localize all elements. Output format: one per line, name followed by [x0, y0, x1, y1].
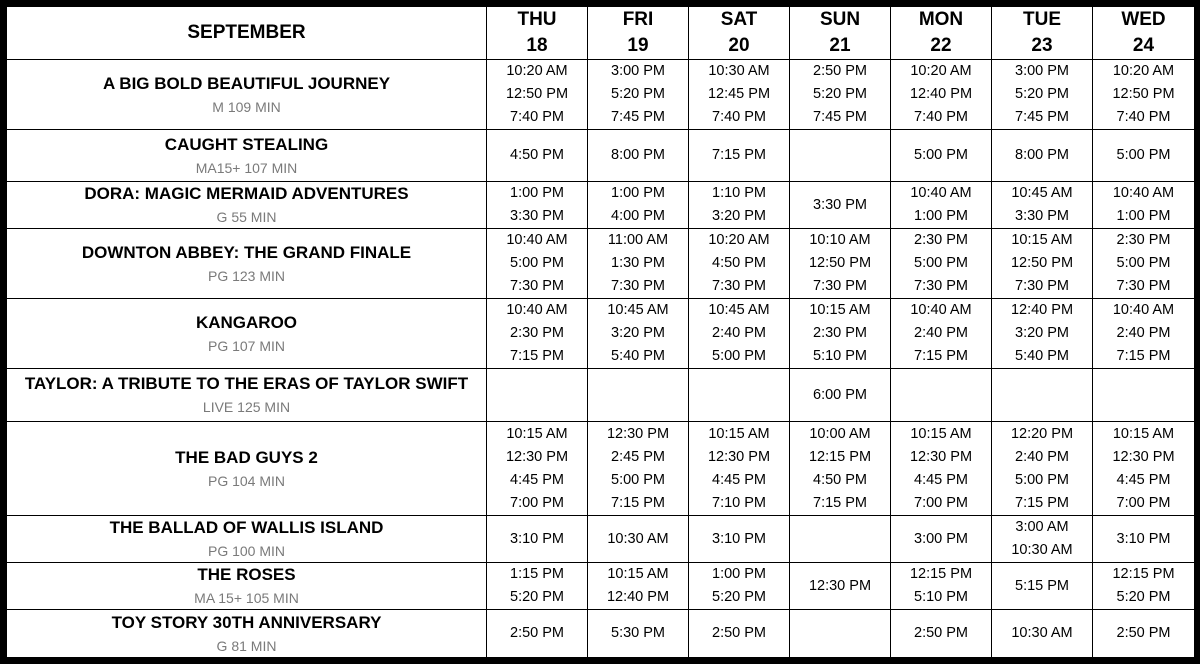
- session-time[interactable]: 1:00 PM: [611, 185, 665, 201]
- session-time[interactable]: 7:15 PM: [712, 147, 766, 163]
- day-date: 20: [728, 35, 750, 56]
- film-title: THE BAD GUYS 2: [175, 447, 318, 467]
- session-time[interactable]: 2:30 PM: [510, 325, 564, 341]
- session-time[interactable]: 10:15 AM: [708, 425, 770, 442]
- session-time[interactable]: 7:00 PM: [914, 494, 968, 511]
- session-cell-thu: [487, 369, 588, 422]
- session-time[interactable]: 12:15 PM: [808, 448, 872, 465]
- session-cell-mon: [891, 60, 992, 130]
- day-date: 21: [829, 35, 851, 56]
- day-date: 18: [526, 35, 548, 56]
- session-time[interactable]: 4:45 PM: [1116, 471, 1171, 488]
- session-time[interactable]: 5:10 PM: [813, 348, 867, 364]
- session-cell-sat: [689, 369, 790, 422]
- session-cell-wed: [1093, 182, 1195, 229]
- session-time[interactable]: 3:00 AM: [1015, 519, 1069, 535]
- session-time[interactable]: 4:00 PM: [611, 208, 665, 224]
- day-header-tue: [992, 7, 1093, 60]
- day-header-mon: [891, 7, 992, 60]
- day-date: 24: [1132, 35, 1155, 56]
- session-cell-tue: [992, 229, 1093, 299]
- session-cell-fri: [588, 182, 689, 229]
- film-info-cell: [7, 182, 487, 229]
- day-of-week: WED: [1121, 9, 1166, 30]
- session-time[interactable]: 10:30 AM: [1011, 542, 1073, 558]
- session-time[interactable]: 5:00 PM: [712, 348, 766, 364]
- session-cell-sun: [790, 60, 891, 130]
- film-rating-runtime: PG 104 MIN: [207, 472, 286, 489]
- session-cell-tue: [992, 60, 1093, 130]
- session-time[interactable]: 7:15 PM: [1015, 494, 1069, 511]
- session-time[interactable]: 3:10 PM: [510, 530, 564, 547]
- session-time[interactable]: 8:00 PM: [1015, 147, 1069, 163]
- session-cell-sun: [790, 369, 891, 422]
- session-time[interactable]: 7:40 PM: [1116, 109, 1171, 125]
- session-time[interactable]: 5:00 PM: [914, 255, 968, 271]
- session-time[interactable]: 10:00 AM: [809, 425, 871, 442]
- day-of-week: THU: [517, 9, 557, 30]
- session-time[interactable]: 12:40 PM: [1010, 302, 1074, 318]
- session-time[interactable]: 7:30 PM: [1116, 278, 1171, 294]
- session-time[interactable]: 2:30 PM: [1116, 232, 1171, 248]
- session-time[interactable]: 5:30 PM: [611, 625, 665, 641]
- film-rating-runtime: LIVE 125 MIN: [202, 399, 291, 415]
- session-cell-mon: [891, 422, 992, 516]
- film-title: THE BALLAD OF WALLIS ISLAND: [109, 518, 384, 537]
- session-time[interactable]: 7:45 PM: [813, 109, 867, 125]
- film-row: [7, 369, 1195, 422]
- session-time[interactable]: 7:15 PM: [611, 494, 665, 511]
- session-cell-wed: [1093, 60, 1195, 130]
- session-time[interactable]: 2:40 PM: [712, 325, 766, 341]
- session-time[interactable]: 7:40 PM: [914, 109, 968, 125]
- session-cell-tue: [992, 182, 1093, 229]
- session-time[interactable]: 3:20 PM: [1015, 325, 1069, 341]
- film-rows: [7, 60, 1195, 658]
- session-time[interactable]: 10:15 AM: [809, 302, 871, 318]
- session-time[interactable]: 3:30 PM: [813, 196, 867, 213]
- session-cell-sun: [790, 130, 891, 182]
- session-time[interactable]: 12:30 PM: [909, 448, 973, 465]
- session-time[interactable]: 5:20 PM: [611, 86, 665, 102]
- session-cell-fri: [588, 60, 689, 130]
- session-time[interactable]: 7:30 PM: [914, 278, 968, 294]
- session-cell-wed: [1093, 229, 1195, 299]
- session-time[interactable]: 12:30 PM: [505, 448, 569, 465]
- session-time[interactable]: 7:10 PM: [712, 494, 766, 511]
- session-time[interactable]: 10:40 AM: [506, 232, 568, 248]
- session-cell-thu: [487, 422, 588, 516]
- film-info-cell: [7, 229, 487, 299]
- session-time[interactable]: 12:40 PM: [909, 86, 973, 102]
- film-row: [7, 563, 1195, 610]
- session-cell-wed: [1093, 563, 1195, 610]
- session-cell-tue: [992, 422, 1093, 516]
- session-time[interactable]: 2:40 PM: [914, 325, 968, 341]
- session-time[interactable]: 1:00 PM: [712, 566, 766, 582]
- session-time[interactable]: 10:45 AM: [1011, 185, 1073, 201]
- film-row: [7, 422, 1195, 516]
- day-of-week: FRI: [622, 9, 654, 30]
- session-time[interactable]: 3:10 PM: [712, 530, 766, 547]
- session-cell-thu: [487, 182, 588, 229]
- session-cell-thu: [487, 610, 588, 658]
- session-time[interactable]: 11:00 AM: [607, 232, 669, 248]
- session-cell-sat: [689, 130, 790, 182]
- session-cell-tue: [992, 610, 1093, 658]
- session-time[interactable]: 4:50 PM: [813, 471, 867, 488]
- session-time[interactable]: 2:50 PM: [914, 625, 968, 641]
- session-cell-thu: [487, 229, 588, 299]
- session-cell-wed: [1093, 299, 1195, 369]
- session-cell-tue: [992, 299, 1093, 369]
- day-date: 23: [1031, 35, 1053, 56]
- film-title: TOY STORY 30TH ANNIVERSARY: [111, 612, 382, 632]
- day-header-wed: [1093, 7, 1195, 60]
- day-header-thu: [487, 7, 588, 60]
- session-time[interactable]: 10:15 AM: [506, 425, 568, 442]
- session-cell-wed: [1093, 610, 1195, 658]
- session-cell-fri: [588, 422, 689, 516]
- session-time[interactable]: 10:45 AM: [708, 302, 770, 318]
- session-cell-wed: [1093, 422, 1195, 516]
- session-time[interactable]: 10:20 AM: [506, 63, 568, 79]
- session-time[interactable]: 5:20 PM: [1015, 86, 1069, 102]
- day-of-week: SAT: [720, 9, 758, 30]
- session-time[interactable]: 4:45 PM: [914, 471, 968, 488]
- film-info-cell: [7, 60, 487, 130]
- session-time[interactable]: 1:15 PM: [510, 566, 564, 582]
- session-cell-thu: [487, 60, 588, 130]
- session-time[interactable]: 2:30 PM: [914, 232, 968, 248]
- session-cell-fri: [588, 563, 689, 610]
- session-cell-sat: [689, 229, 790, 299]
- session-cell-thu: [487, 299, 588, 369]
- session-time[interactable]: 3:20 PM: [712, 208, 766, 224]
- session-time[interactable]: 3:00 PM: [611, 63, 665, 79]
- session-time[interactable]: 12:15 PM: [909, 566, 973, 582]
- session-time[interactable]: 12:50 PM: [1112, 86, 1175, 102]
- session-time[interactable]: 10:20 AM: [708, 232, 770, 248]
- film-title: THE ROSES: [197, 565, 296, 584]
- session-cell-sat: [689, 60, 790, 130]
- film-title: DOWNTON ABBEY: THE GRAND FINALE: [81, 242, 412, 262]
- session-time[interactable]: 2:45 PM: [611, 448, 665, 465]
- session-time[interactable]: 10:15 AM: [910, 425, 972, 442]
- session-cell-mon: [891, 610, 992, 658]
- session-time[interactable]: 7:30 PM: [712, 278, 766, 294]
- session-time[interactable]: 3:00 PM: [1015, 63, 1069, 79]
- session-time[interactable]: 5:00 PM: [1116, 147, 1171, 163]
- session-time[interactable]: 2:50 PM: [1116, 625, 1171, 641]
- day-of-week: SUN: [819, 9, 861, 30]
- session-cell-mon: [891, 182, 992, 229]
- session-time[interactable]: 2:40 PM: [1015, 448, 1069, 465]
- session-time[interactable]: 5:00 PM: [510, 255, 564, 271]
- film-rating-runtime: MA15+ 107 MIN: [195, 159, 298, 176]
- session-time[interactable]: 7:30 PM: [1015, 278, 1069, 294]
- session-time[interactable]: 10:40 AM: [910, 185, 972, 201]
- session-cell-mon: [891, 563, 992, 610]
- session-time[interactable]: 10:30 AM: [607, 530, 669, 547]
- session-cell-wed: [1093, 130, 1195, 182]
- session-cell-sun: [790, 229, 891, 299]
- session-time[interactable]: 6:00 PM: [813, 386, 867, 403]
- film-rating-runtime: G 55 MIN: [216, 209, 277, 225]
- session-cell-sun: [790, 610, 891, 658]
- film-info-cell: [7, 299, 487, 369]
- session-time[interactable]: 12:30 PM: [707, 448, 771, 465]
- session-time[interactable]: 7:00 PM: [1116, 494, 1171, 511]
- session-time[interactable]: 10:20 AM: [1112, 63, 1175, 79]
- film-row: [7, 229, 1195, 299]
- session-time[interactable]: 1:00 PM: [914, 208, 968, 224]
- session-cell-sun: [790, 563, 891, 610]
- session-time[interactable]: 10:15 AM: [1011, 232, 1073, 248]
- session-cell-tue: [992, 130, 1093, 182]
- session-cell-sat: [689, 182, 790, 229]
- day-date: 19: [627, 35, 649, 56]
- session-cell-sat: [689, 299, 790, 369]
- session-time[interactable]: 5:40 PM: [1015, 348, 1069, 364]
- session-time[interactable]: 7:00 PM: [510, 494, 564, 511]
- film-info-cell: [7, 369, 487, 422]
- session-cell-sat: [689, 422, 790, 516]
- session-time[interactable]: 1:00 PM: [1116, 208, 1171, 224]
- session-time[interactable]: 7:30 PM: [611, 278, 665, 294]
- film-info-cell: [7, 563, 487, 610]
- session-time[interactable]: 10:20 AM: [910, 63, 972, 79]
- session-cell-fri: [588, 516, 689, 563]
- day-header-sat: [689, 7, 790, 60]
- film-row: [7, 516, 1195, 563]
- session-time[interactable]: 3:10 PM: [1116, 530, 1171, 547]
- session-time[interactable]: 7:40 PM: [712, 109, 766, 125]
- session-time[interactable]: 5:40 PM: [611, 348, 665, 364]
- film-row: [7, 299, 1195, 369]
- session-time[interactable]: 3:20 PM: [611, 325, 665, 341]
- session-cell-sat: [689, 563, 790, 610]
- session-time[interactable]: 5:20 PM: [813, 86, 867, 102]
- session-time[interactable]: 12:30 PM: [808, 577, 872, 594]
- film-rating-runtime: MA 15+ 105 MIN: [194, 590, 299, 606]
- film-info-cell: [7, 422, 487, 516]
- session-cell-wed: [1093, 516, 1195, 563]
- session-time[interactable]: 4:45 PM: [510, 471, 564, 488]
- session-time[interactable]: 12:15 PM: [1112, 566, 1175, 582]
- session-cell-mon: [891, 516, 992, 563]
- session-time[interactable]: 10:40 AM: [1112, 302, 1175, 318]
- session-time[interactable]: 2:40 PM: [1116, 325, 1171, 341]
- session-time[interactable]: 7:40 PM: [510, 109, 564, 125]
- film-rating-runtime: PG 123 MIN: [207, 267, 286, 284]
- session-cell-fri: [588, 299, 689, 369]
- session-cell-tue: [992, 563, 1093, 610]
- session-time[interactable]: 10:45 AM: [607, 302, 669, 318]
- session-time[interactable]: 10:40 AM: [1112, 185, 1175, 201]
- session-time[interactable]: 4:50 PM: [510, 147, 564, 163]
- session-time[interactable]: 12:30 PM: [1112, 448, 1175, 465]
- film-rating-runtime: M 109 MIN: [212, 98, 281, 115]
- session-time[interactable]: 4:50 PM: [712, 255, 766, 271]
- session-cell-thu: [487, 563, 588, 610]
- session-cell-thu: [487, 516, 588, 563]
- session-time[interactable]: 10:15 AM: [1112, 425, 1175, 442]
- film-title: KANGAROO: [195, 312, 298, 332]
- session-times-table: [6, 6, 1195, 658]
- session-time[interactable]: 3:30 PM: [1015, 208, 1069, 224]
- film-row: [7, 130, 1195, 182]
- session-time[interactable]: 1:30 PM: [611, 255, 665, 271]
- session-cell-mon: [891, 229, 992, 299]
- film-title: CAUGHT STEALING: [164, 134, 329, 154]
- session-time[interactable]: 12:50 PM: [808, 255, 872, 271]
- session-time[interactable]: 7:45 PM: [611, 109, 665, 125]
- session-time[interactable]: 10:10 AM: [809, 232, 871, 248]
- session-time[interactable]: 10:40 AM: [910, 302, 972, 318]
- film-row: [7, 610, 1195, 658]
- session-time[interactable]: 4:45 PM: [712, 471, 766, 488]
- session-time[interactable]: 10:30 AM: [1011, 625, 1073, 641]
- session-time[interactable]: 2:50 PM: [510, 625, 564, 641]
- session-time[interactable]: 5:20 PM: [510, 589, 564, 605]
- session-cell-thu: [487, 130, 588, 182]
- session-cell-sun: [790, 422, 891, 516]
- session-time[interactable]: 2:30 PM: [813, 325, 867, 341]
- film-title: TAYLOR: A TRIBUTE TO THE ERAS OF TAYLOR SWIFT: [24, 374, 469, 393]
- session-time[interactable]: 2:50 PM: [813, 63, 867, 79]
- session-time[interactable]: 7:45 PM: [1015, 109, 1069, 125]
- session-cell-mon: [891, 299, 992, 369]
- session-time[interactable]: 7:15 PM: [813, 494, 867, 511]
- day-of-week: TUE: [1023, 9, 1061, 30]
- session-cell-fri: [588, 610, 689, 658]
- film-title: A BIG BOLD BEAUTIFUL JOURNEY: [102, 73, 391, 93]
- session-cell-tue: [992, 516, 1093, 563]
- session-time[interactable]: 12:40 PM: [606, 589, 670, 605]
- session-time[interactable]: 8:00 PM: [611, 147, 665, 163]
- session-cell-sun: [790, 516, 891, 563]
- session-cell-mon: [891, 130, 992, 182]
- session-time[interactable]: 5:20 PM: [712, 589, 766, 605]
- session-time[interactable]: 7:15 PM: [1116, 348, 1171, 364]
- session-time[interactable]: 5:15 PM: [1015, 577, 1069, 594]
- session-time[interactable]: 5:00 PM: [914, 147, 968, 163]
- session-cell-sat: [689, 516, 790, 563]
- session-time[interactable]: 12:20 PM: [1010, 425, 1074, 442]
- day-of-week: MON: [918, 9, 964, 30]
- film-rating-runtime: G 81 MIN: [216, 637, 277, 654]
- session-time[interactable]: 3:00 PM: [914, 530, 968, 547]
- session-time[interactable]: 1:10 PM: [712, 185, 766, 201]
- session-time[interactable]: 5:20 PM: [1116, 589, 1171, 605]
- film-title: DORA: MAGIC MERMAID ADVENTURES: [84, 184, 409, 203]
- film-info-cell: [7, 130, 487, 182]
- film-rating-runtime: PG 100 MIN: [207, 543, 286, 559]
- session-time[interactable]: 5:10 PM: [914, 589, 968, 605]
- session-time[interactable]: 2:50 PM: [712, 625, 766, 641]
- session-time[interactable]: 7:30 PM: [510, 278, 564, 294]
- month-header: SEPTEMBER: [7, 7, 487, 60]
- header-row: [7, 7, 1195, 60]
- session-time[interactable]: 7:15 PM: [914, 348, 968, 364]
- session-cell-mon: [891, 369, 992, 422]
- session-cell-sun: [790, 182, 891, 229]
- session-time[interactable]: 12:50 PM: [505, 86, 569, 102]
- session-time[interactable]: 10:15 AM: [607, 566, 669, 582]
- session-time[interactable]: 12:45 PM: [707, 86, 771, 102]
- session-cell-fri: [588, 229, 689, 299]
- day-header-sun: [790, 7, 891, 60]
- session-time[interactable]: 10:30 AM: [708, 63, 770, 79]
- session-time[interactable]: 5:00 PM: [611, 471, 665, 488]
- session-time[interactable]: 7:15 PM: [510, 348, 564, 364]
- session-time[interactable]: 3:30 PM: [510, 208, 564, 224]
- day-header-fri: [588, 7, 689, 60]
- session-cell-tue: [992, 369, 1093, 422]
- session-time[interactable]: 5:00 PM: [1015, 471, 1069, 488]
- session-time[interactable]: 10:40 AM: [506, 302, 568, 318]
- film-rating-runtime: PG 107 MIN: [207, 337, 286, 354]
- session-cell-wed: [1093, 369, 1195, 422]
- session-time[interactable]: 7:30 PM: [813, 278, 867, 294]
- film-info-cell: [7, 516, 487, 563]
- session-cell-fri: [588, 369, 689, 422]
- session-time[interactable]: 1:00 PM: [510, 185, 564, 201]
- film-info-cell: [7, 610, 487, 658]
- session-cell-sat: [689, 610, 790, 658]
- day-date: 22: [930, 35, 952, 56]
- session-cell-fri: [588, 130, 689, 182]
- session-time[interactable]: 12:30 PM: [606, 425, 670, 442]
- session-time[interactable]: 12:50 PM: [1010, 255, 1074, 271]
- film-row: [7, 182, 1195, 229]
- session-time[interactable]: 5:00 PM: [1116, 255, 1171, 271]
- film-row: [7, 60, 1195, 130]
- session-cell-sun: [790, 299, 891, 369]
